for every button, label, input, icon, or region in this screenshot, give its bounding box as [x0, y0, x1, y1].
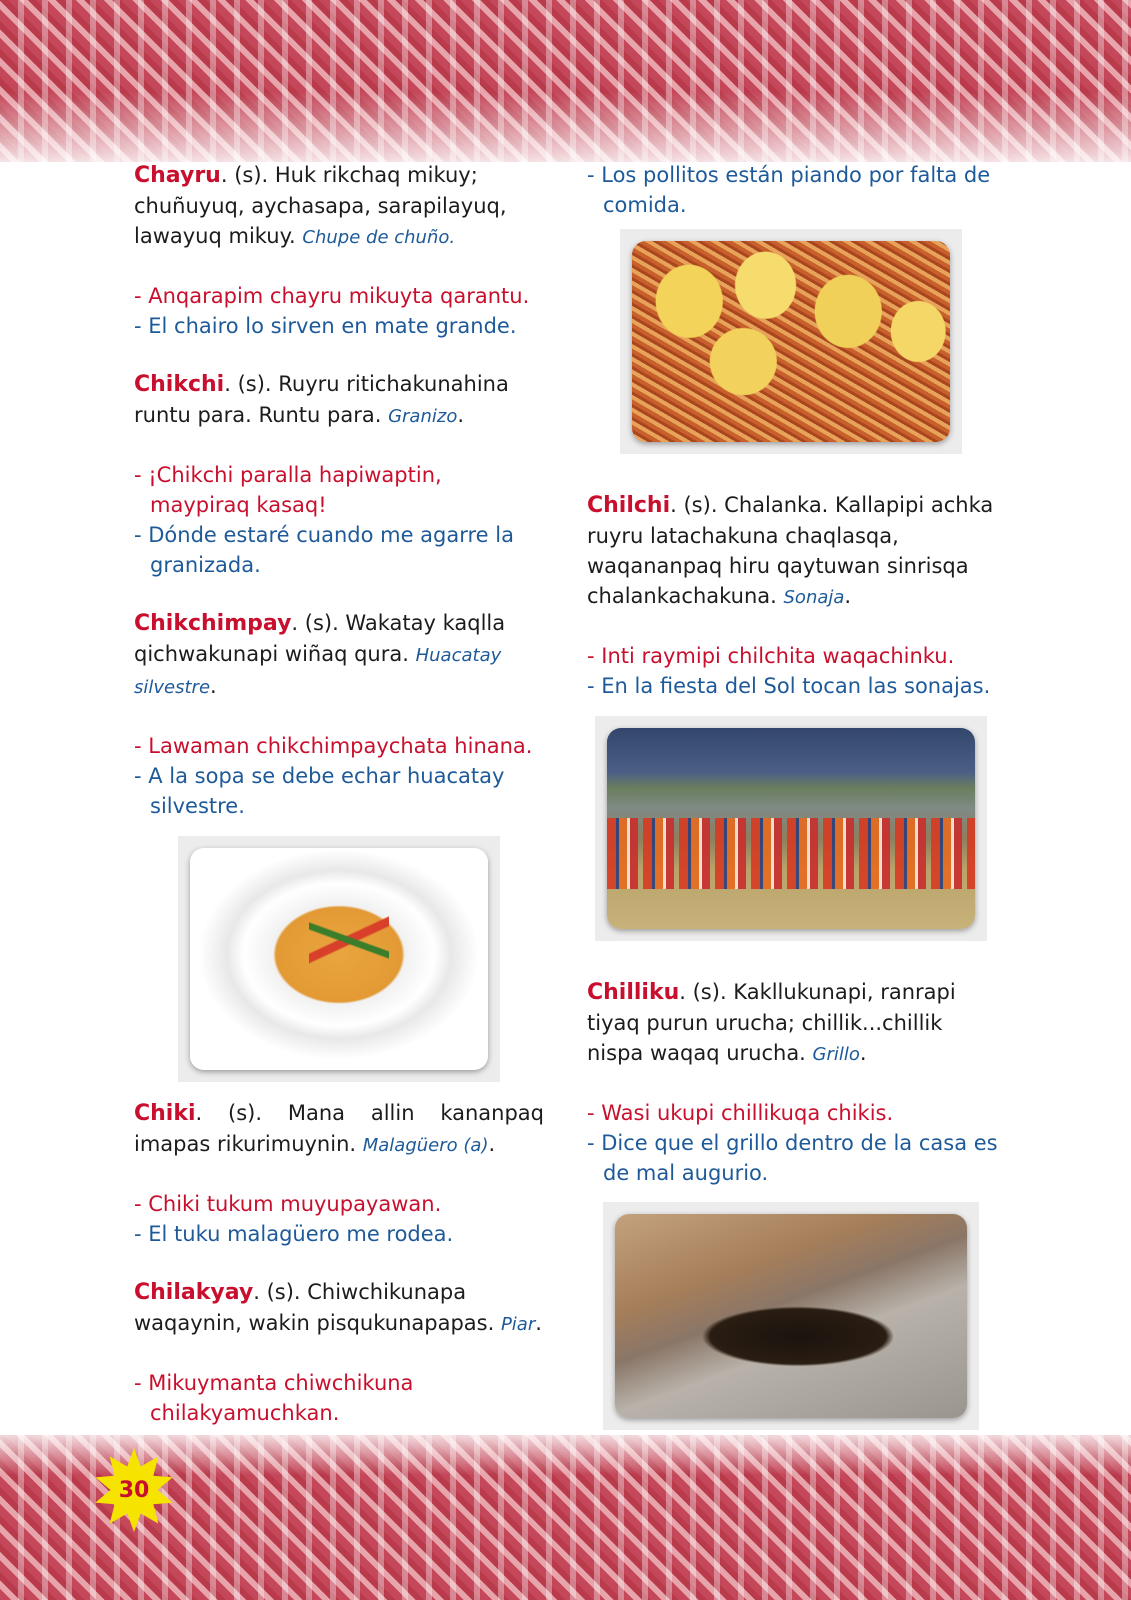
left-column-lower: [134, 1098, 544, 1428]
example-spanish: - Dice que el grillo dentro de la casa es de mal augurio.: [587, 1131, 998, 1185]
top-woven-border: [0, 0, 1131, 162]
period: .: [535, 1311, 542, 1335]
example-spanish: - A la sopa se debe echar huacatay silvestre.: [134, 764, 505, 818]
spanish-gloss: Granizo: [388, 406, 458, 427]
entry-chilliku: [587, 977, 999, 1070]
entry-chayru: [134, 160, 544, 253]
period: .: [859, 1041, 867, 1065]
right-column: [587, 160, 999, 220]
headword: Chiki: [134, 1101, 196, 1126]
period: .: [488, 1132, 496, 1156]
page-number-badge: [92, 1448, 176, 1532]
definition: . (s). Chiwchikunapa waqaynin, wakin pisqukunapapas.: [134, 1280, 495, 1335]
example-spanish: - Los pollitos están piando por falta de comida.: [587, 163, 991, 217]
example-quechua: - Anqarapim chayru mikuyta qarantu.: [134, 284, 530, 308]
entry-chikchimpay: [134, 608, 544, 703]
left-column: [134, 160, 544, 821]
spanish-gloss: Sonaja: [783, 587, 845, 608]
example-quechua: - Mikuymanta chiwchikuna chilakyamuchkan.: [134, 1371, 414, 1425]
right-column-lower: [587, 977, 999, 1188]
example-spanish: - El chairo lo sirven en mate grande.: [134, 314, 517, 338]
period: .: [844, 584, 852, 608]
example-quechua: - Inti raymipi chilchita waqachinku.: [587, 644, 955, 668]
fiesta-photo: [595, 716, 987, 941]
soup-photo: [178, 836, 500, 1082]
entry-chiki: [134, 1098, 544, 1161]
definition: . (s). Wakatay kaqlla qichwakunapi wiñaq qura.: [134, 611, 506, 666]
example-spanish: - En la fiesta del Sol tocan las sonajas.: [587, 674, 991, 698]
definition: . (s). Chalanka. Kallapipi achka ruyru latachakuna chaqlasqa, waqananpaq hiru qaytuwan sinrisqa chalankachakuna.: [587, 493, 994, 608]
example-spanish: - Dónde estaré cuando me agarre la granizada.: [134, 523, 514, 577]
headword: Chilliku: [587, 980, 680, 1005]
cricket-photo: [603, 1202, 979, 1430]
period: .: [210, 674, 217, 698]
headword: Chikchimpay: [134, 611, 292, 636]
spanish-gloss: Piar: [500, 1314, 536, 1335]
entry-chilchi: [587, 490, 999, 613]
definition: . (s). Mana allin kananpaq imapas rikurimuynin.: [134, 1101, 544, 1156]
period: .: [457, 403, 465, 427]
example-quechua: - Chiki tukum muyupayawan.: [134, 1192, 442, 1216]
spanish-gloss: Chupe de chuño.: [302, 227, 456, 248]
page-number: 30: [118, 1477, 150, 1503]
spanish-gloss: Huacatay silvestre: [134, 645, 502, 698]
headword: Chayru: [134, 163, 221, 188]
right-column-middle: [587, 490, 999, 701]
headword: Chikchi: [134, 372, 225, 397]
definition: . (s). Kakllukunapi, ranrapi tiyaq purun urucha; chillik...chillik nispa waqaq urucha.: [587, 980, 956, 1065]
headword: Chilchi: [587, 493, 671, 518]
example-quechua: - ¡Chikchi paralla hapiwaptin, maypiraq kasaq!: [134, 463, 442, 517]
example-quechua: - Lawaman chikchimpaychata hinana.: [134, 734, 533, 758]
entry-chikchi: [134, 369, 544, 432]
example-spanish: - El tuku malagüero me rodea.: [134, 1222, 454, 1246]
spanish-gloss: Grillo: [812, 1044, 860, 1065]
example-quechua: - Wasi ukupi chillikuqa chikis.: [587, 1101, 894, 1125]
spanish-gloss: Malagüero (a): [362, 1135, 489, 1156]
entry-chilakyay: [134, 1277, 544, 1340]
headword: Chilakyay: [134, 1280, 254, 1305]
chicks-photo: [620, 229, 962, 454]
definition: . (s). Ruyru ritichakunahina runtu para. Runtu para.: [134, 372, 509, 427]
definition: . (s). Huk rikchaq mikuy; chuñuyuq, aychasapa, sarapilayuq, lawayuq mikuy.: [134, 163, 507, 248]
